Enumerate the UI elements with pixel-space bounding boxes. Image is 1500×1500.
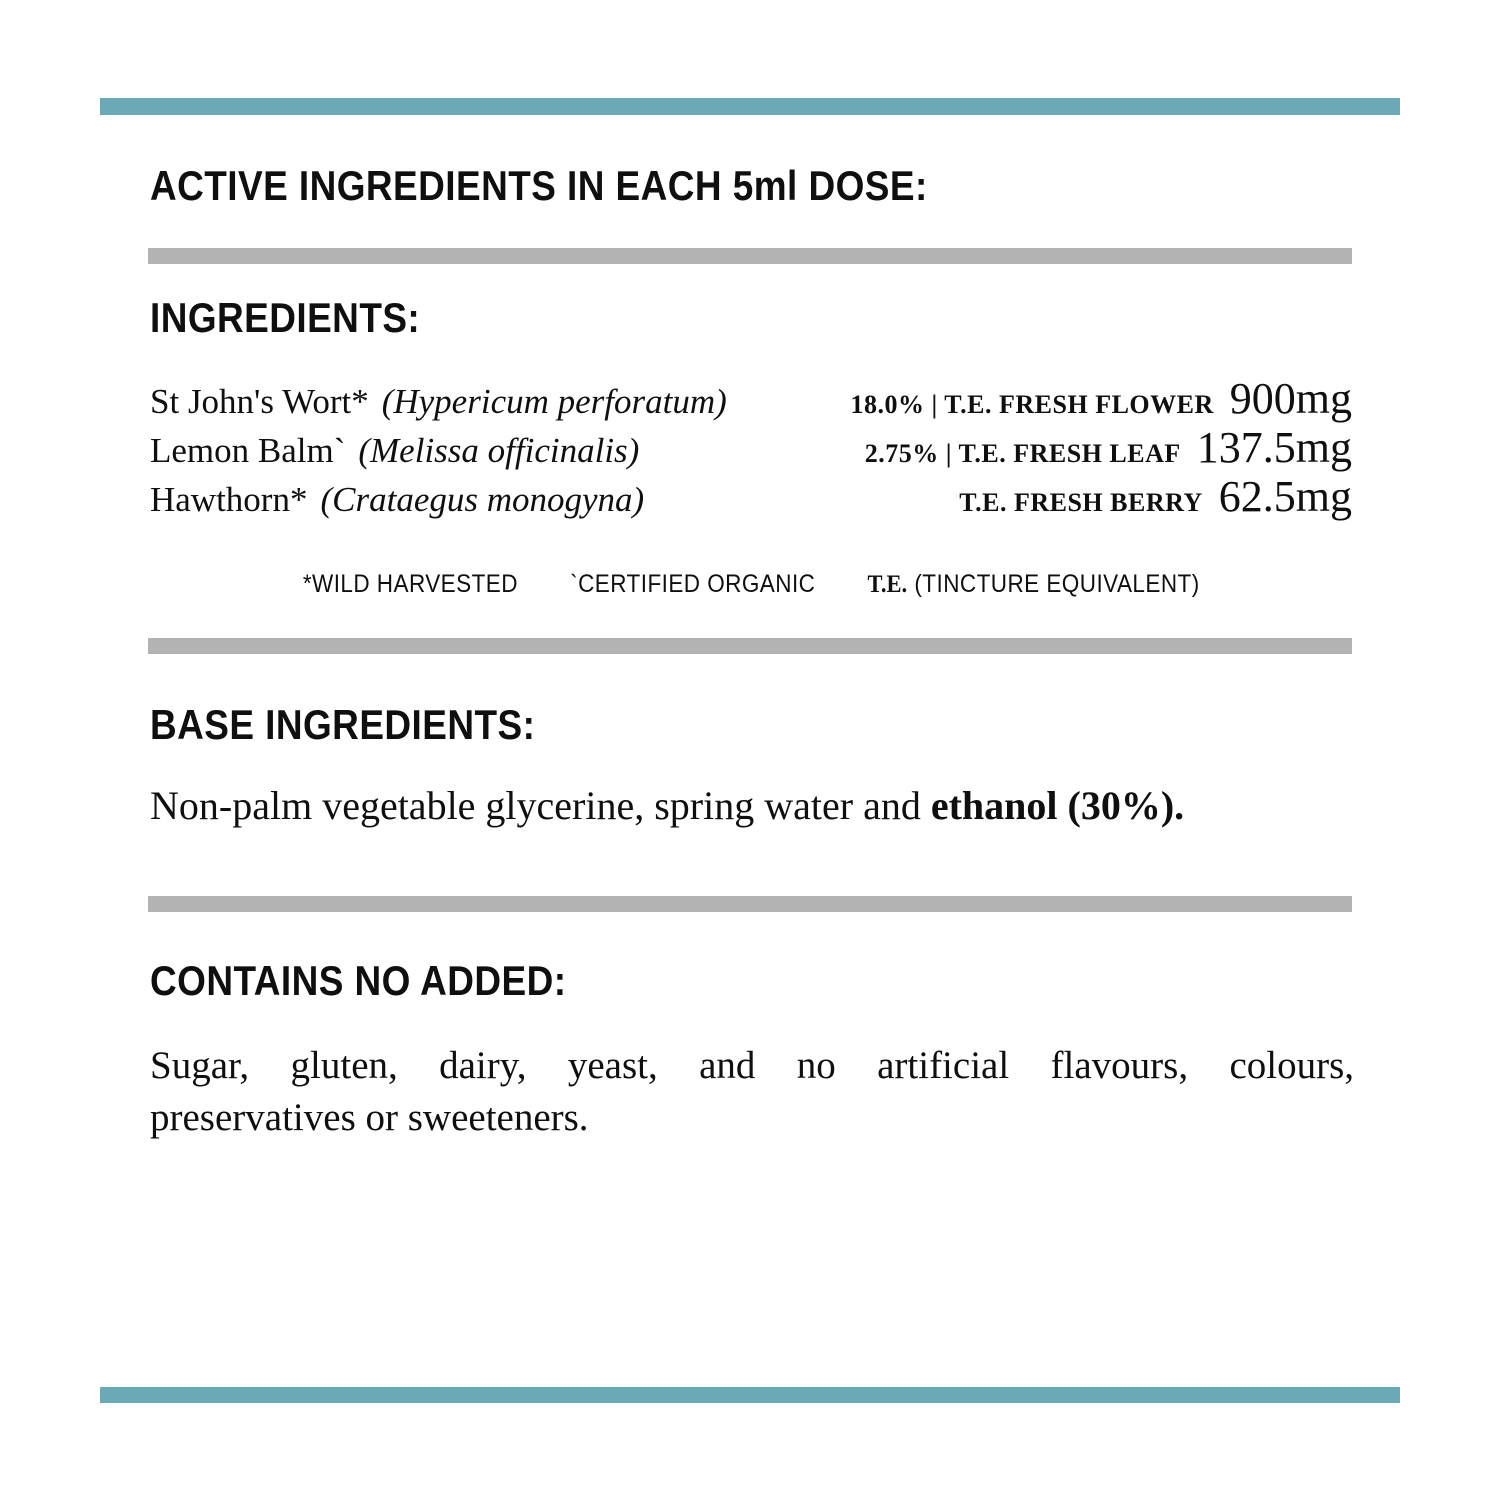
ingredient-amount: 62.5mg — [1218, 472, 1352, 521]
ingredient-row — [150, 373, 1352, 422]
ingredient-row — [150, 422, 1352, 471]
footnote-tincture-equivalent — [867, 570, 1199, 599]
ingredient-value-group — [959, 471, 1352, 522]
ingredient-latin-name: (Melissa officinalis) — [358, 431, 640, 470]
ingredient-tincture-meta: 18.0% | T.E. FRESH FLOWER — [850, 390, 1214, 419]
base-ingredients-regular-text: Non-palm vegetable glycerine, spring water and — [150, 783, 931, 828]
divider — [148, 638, 1352, 654]
ingredient-name: St John's Wort* — [150, 382, 369, 421]
contains-no-added-text — [150, 1040, 1354, 1144]
ingredient-name-group — [150, 382, 727, 422]
base-ingredients-text — [150, 780, 1354, 832]
footnote-certified-organic: `CERTIFIED ORGANIC — [569, 570, 816, 598]
ingredient-amount: 900mg — [1229, 374, 1352, 423]
ingredient-latin-name: (Crataegus monogyna) — [320, 480, 645, 519]
ingredient-amount: 137.5mg — [1196, 423, 1352, 472]
footnote-row — [150, 570, 1352, 599]
no-added-line-1: Sugar, gluten, dairy, yeast, and no artificial flavours, colours, — [150, 1044, 1354, 1087]
ingredient-tincture-meta: 2.75% | T.E. FRESH LEAF — [864, 439, 1181, 468]
footnote-te-expansion: (TINCTURE EQUIVALENT) — [914, 570, 1200, 598]
ingredient-latin-name: (Hypericum perforatum) — [381, 382, 727, 421]
footnote-wild-harvested: *WILD HARVESTED — [302, 570, 518, 598]
footnote-te-abbreviation: T.E. — [867, 571, 907, 598]
top-accent-bar — [100, 98, 1400, 115]
ingredient-value-group — [851, 373, 1353, 424]
ingredient-name-group — [150, 431, 639, 471]
ingredients-heading: INGREDIENTS: — [150, 294, 421, 341]
ingredient-name-group — [150, 480, 644, 520]
ingredient-rows — [150, 373, 1352, 520]
ingredient-name: Lemon Balm` — [150, 431, 346, 470]
no-added-line-2: preservatives or sweeteners. — [150, 1096, 589, 1139]
ingredient-row — [150, 471, 1352, 520]
active-ingredients-heading: ACTIVE INGREDIENTS IN EACH 5ml DOSE: — [150, 162, 928, 209]
divider — [148, 248, 1352, 264]
ingredient-value-group — [865, 422, 1352, 473]
bottom-accent-bar — [100, 1387, 1400, 1403]
ingredient-tincture-meta: T.E. FRESH BERRY — [959, 488, 1203, 517]
base-ingredients-bold-text: ethanol (30%). — [930, 783, 1185, 828]
divider — [148, 896, 1352, 912]
footnote-content — [303, 570, 1200, 599]
base-ingredients-heading: BASE INGREDIENTS: — [150, 701, 536, 748]
contains-no-added-heading: CONTAINS NO ADDED: — [150, 957, 567, 1004]
ingredient-name: Hawthorn* — [150, 480, 308, 519]
